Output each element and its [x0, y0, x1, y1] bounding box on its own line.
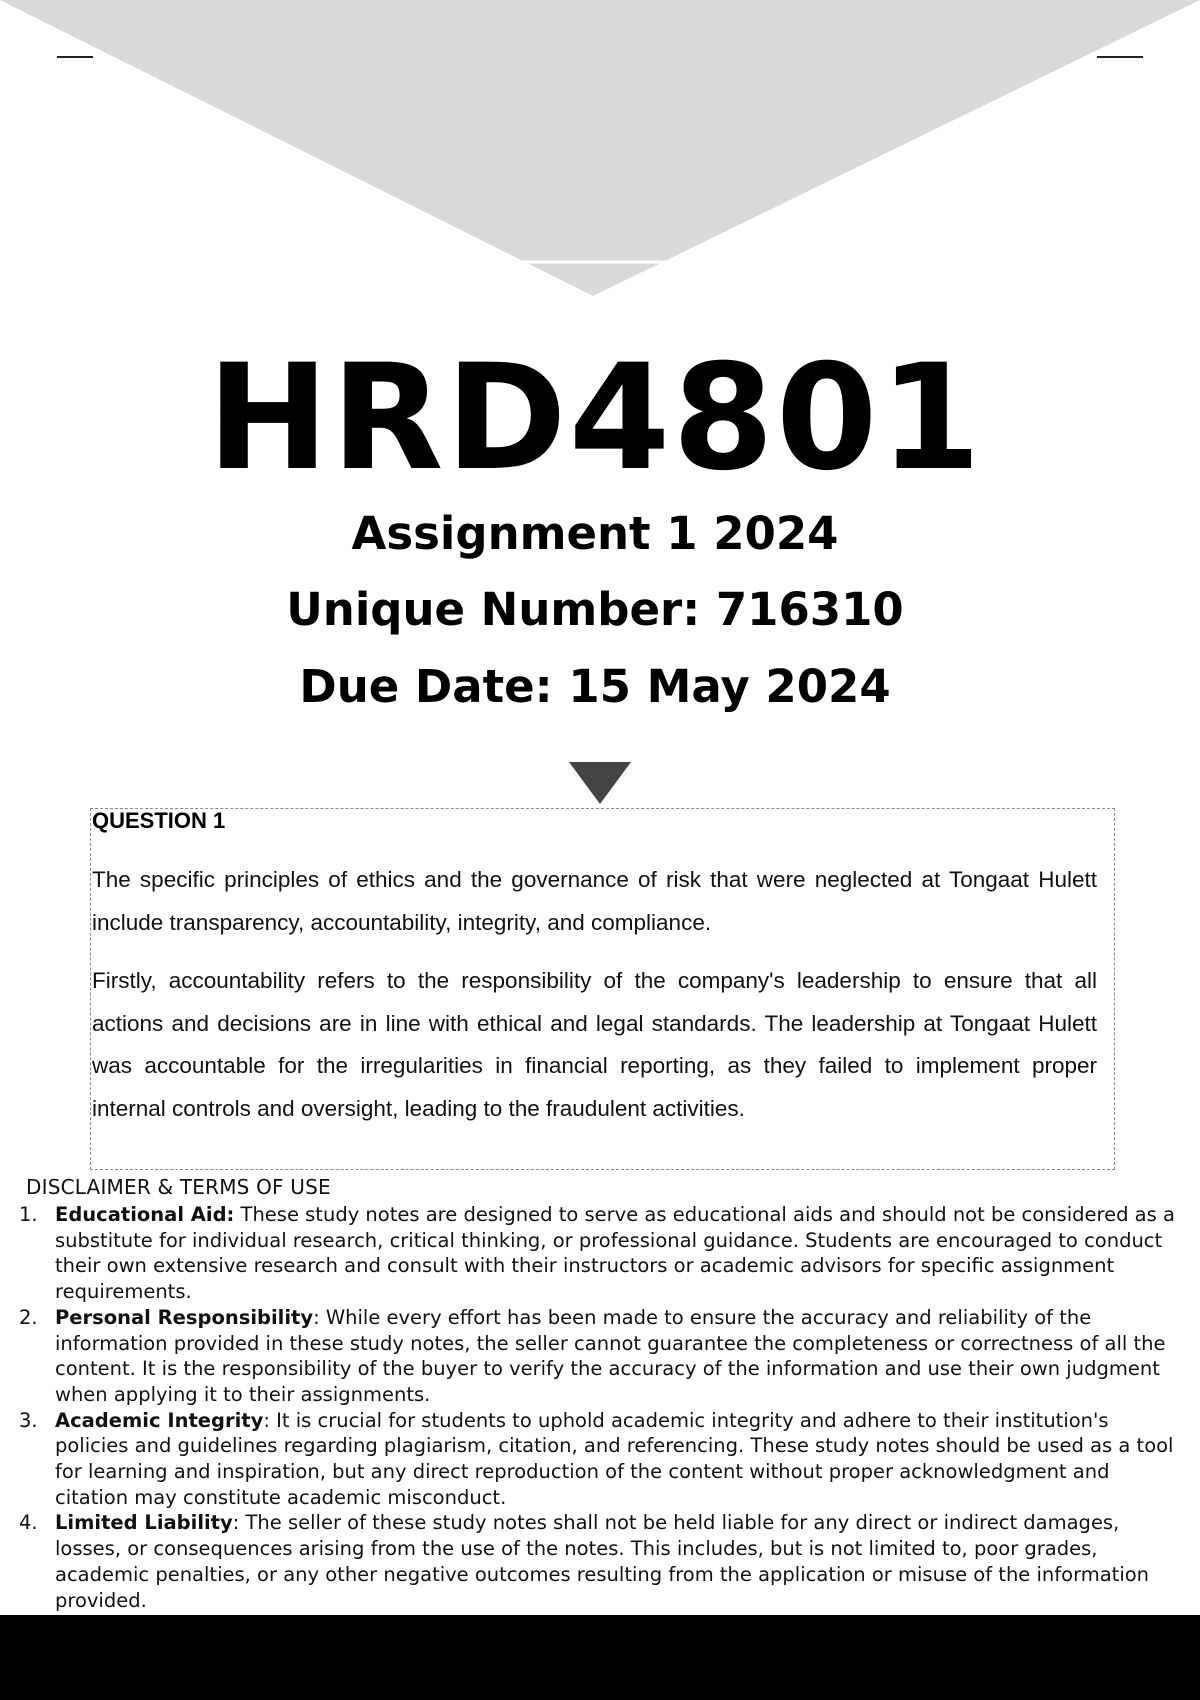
item-term: Personal Responsibility: [55, 1305, 314, 1329]
item-text: : It is crucial for students to uphold academic integrity and adhere to their institution's policies and guidelines regarding plagiarism, citation, and referencing. These study notes should be used as a tool for learning and inspiration, but any direct reproduction of the content without proper acknowledgment and citation may constitute academic misconduct.: [55, 1408, 1174, 1509]
item-term: Academic Integrity: [55, 1408, 264, 1432]
question-heading: QUESTION 1: [92, 808, 226, 833]
due-date: Due Date: 15 May 2024: [299, 660, 891, 713]
item-number: 1.: [19, 1203, 38, 1226]
item-text: : While every effort has been made to ensure the accuracy and reliability of the information provided in these study notes, the seller cannot guarantee the completeness or correctness of all the content. It is the responsibility of the buyer to verify the accuracy of the information and use their own judgment when applying it to their assignments.: [55, 1305, 1166, 1406]
disclaimer-item: [0, 1202, 1190, 1305]
question-paragraph: Firstly, accountability refers to the responsibility of the company's leadership to ensure that all actions and decisions are in line with ethical and legal standards. The leadership at Tongaat Hulett was accountable for the irregularities in financial reporting, as they failed to implement proper internal controls and oversight, leading to the fraudulent activities.: [92, 968, 1097, 1121]
item-text: These study notes are designed to serve as educational aids and should not be considered as a substitute for individual research, critical thinking, or professional guidance. Students are encouraged to conduct their own extensive research and consult with their instructors or academic advisors for specific assignment requirements.: [55, 1203, 1175, 1304]
header-chevron-banner: [0, 0, 1200, 300]
item-term: Limited Liability: [55, 1511, 233, 1535]
item-term: Educational Aid:: [55, 1203, 235, 1226]
course-code-title: HRD4801: [206, 333, 984, 503]
item-number: 2.: [19, 1305, 38, 1329]
bottom-black-bar: [0, 1615, 1200, 1700]
disclaimer-item: [0, 1305, 1190, 1408]
disclaimer-list: [0, 1202, 1190, 1613]
disclaimer-item: [0, 1408, 1190, 1511]
item-text: : The seller of these study notes shall not be held liable for any direct or indirect damages, losses, or consequences arising from the use of the notes. This includes, but is not limited to, poor grades, academic penalties, or any other negative outcomes resulting from the application or misuse of the information provided.: [55, 1511, 1150, 1612]
corner-rule-right: [1097, 56, 1143, 58]
question-paragraph: The specific principles of ethics and the governance of risk that were neglected at Tongaat Hulett include transparency, accountability, integrity, and compliance.: [92, 867, 1097, 935]
disclaimer-item: [0, 1510, 1190, 1613]
assignment-title: Assignment 1 2024: [351, 507, 839, 560]
disclaimer-title: DISCLAIMER & TERMS OF USE: [26, 1175, 331, 1199]
unique-number: Unique Number: 716310: [286, 583, 904, 636]
down-triangle-icon: [569, 762, 631, 804]
item-number: 4.: [19, 1511, 38, 1535]
corner-rule-left: [57, 56, 93, 58]
item-number: 3.: [19, 1408, 38, 1432]
